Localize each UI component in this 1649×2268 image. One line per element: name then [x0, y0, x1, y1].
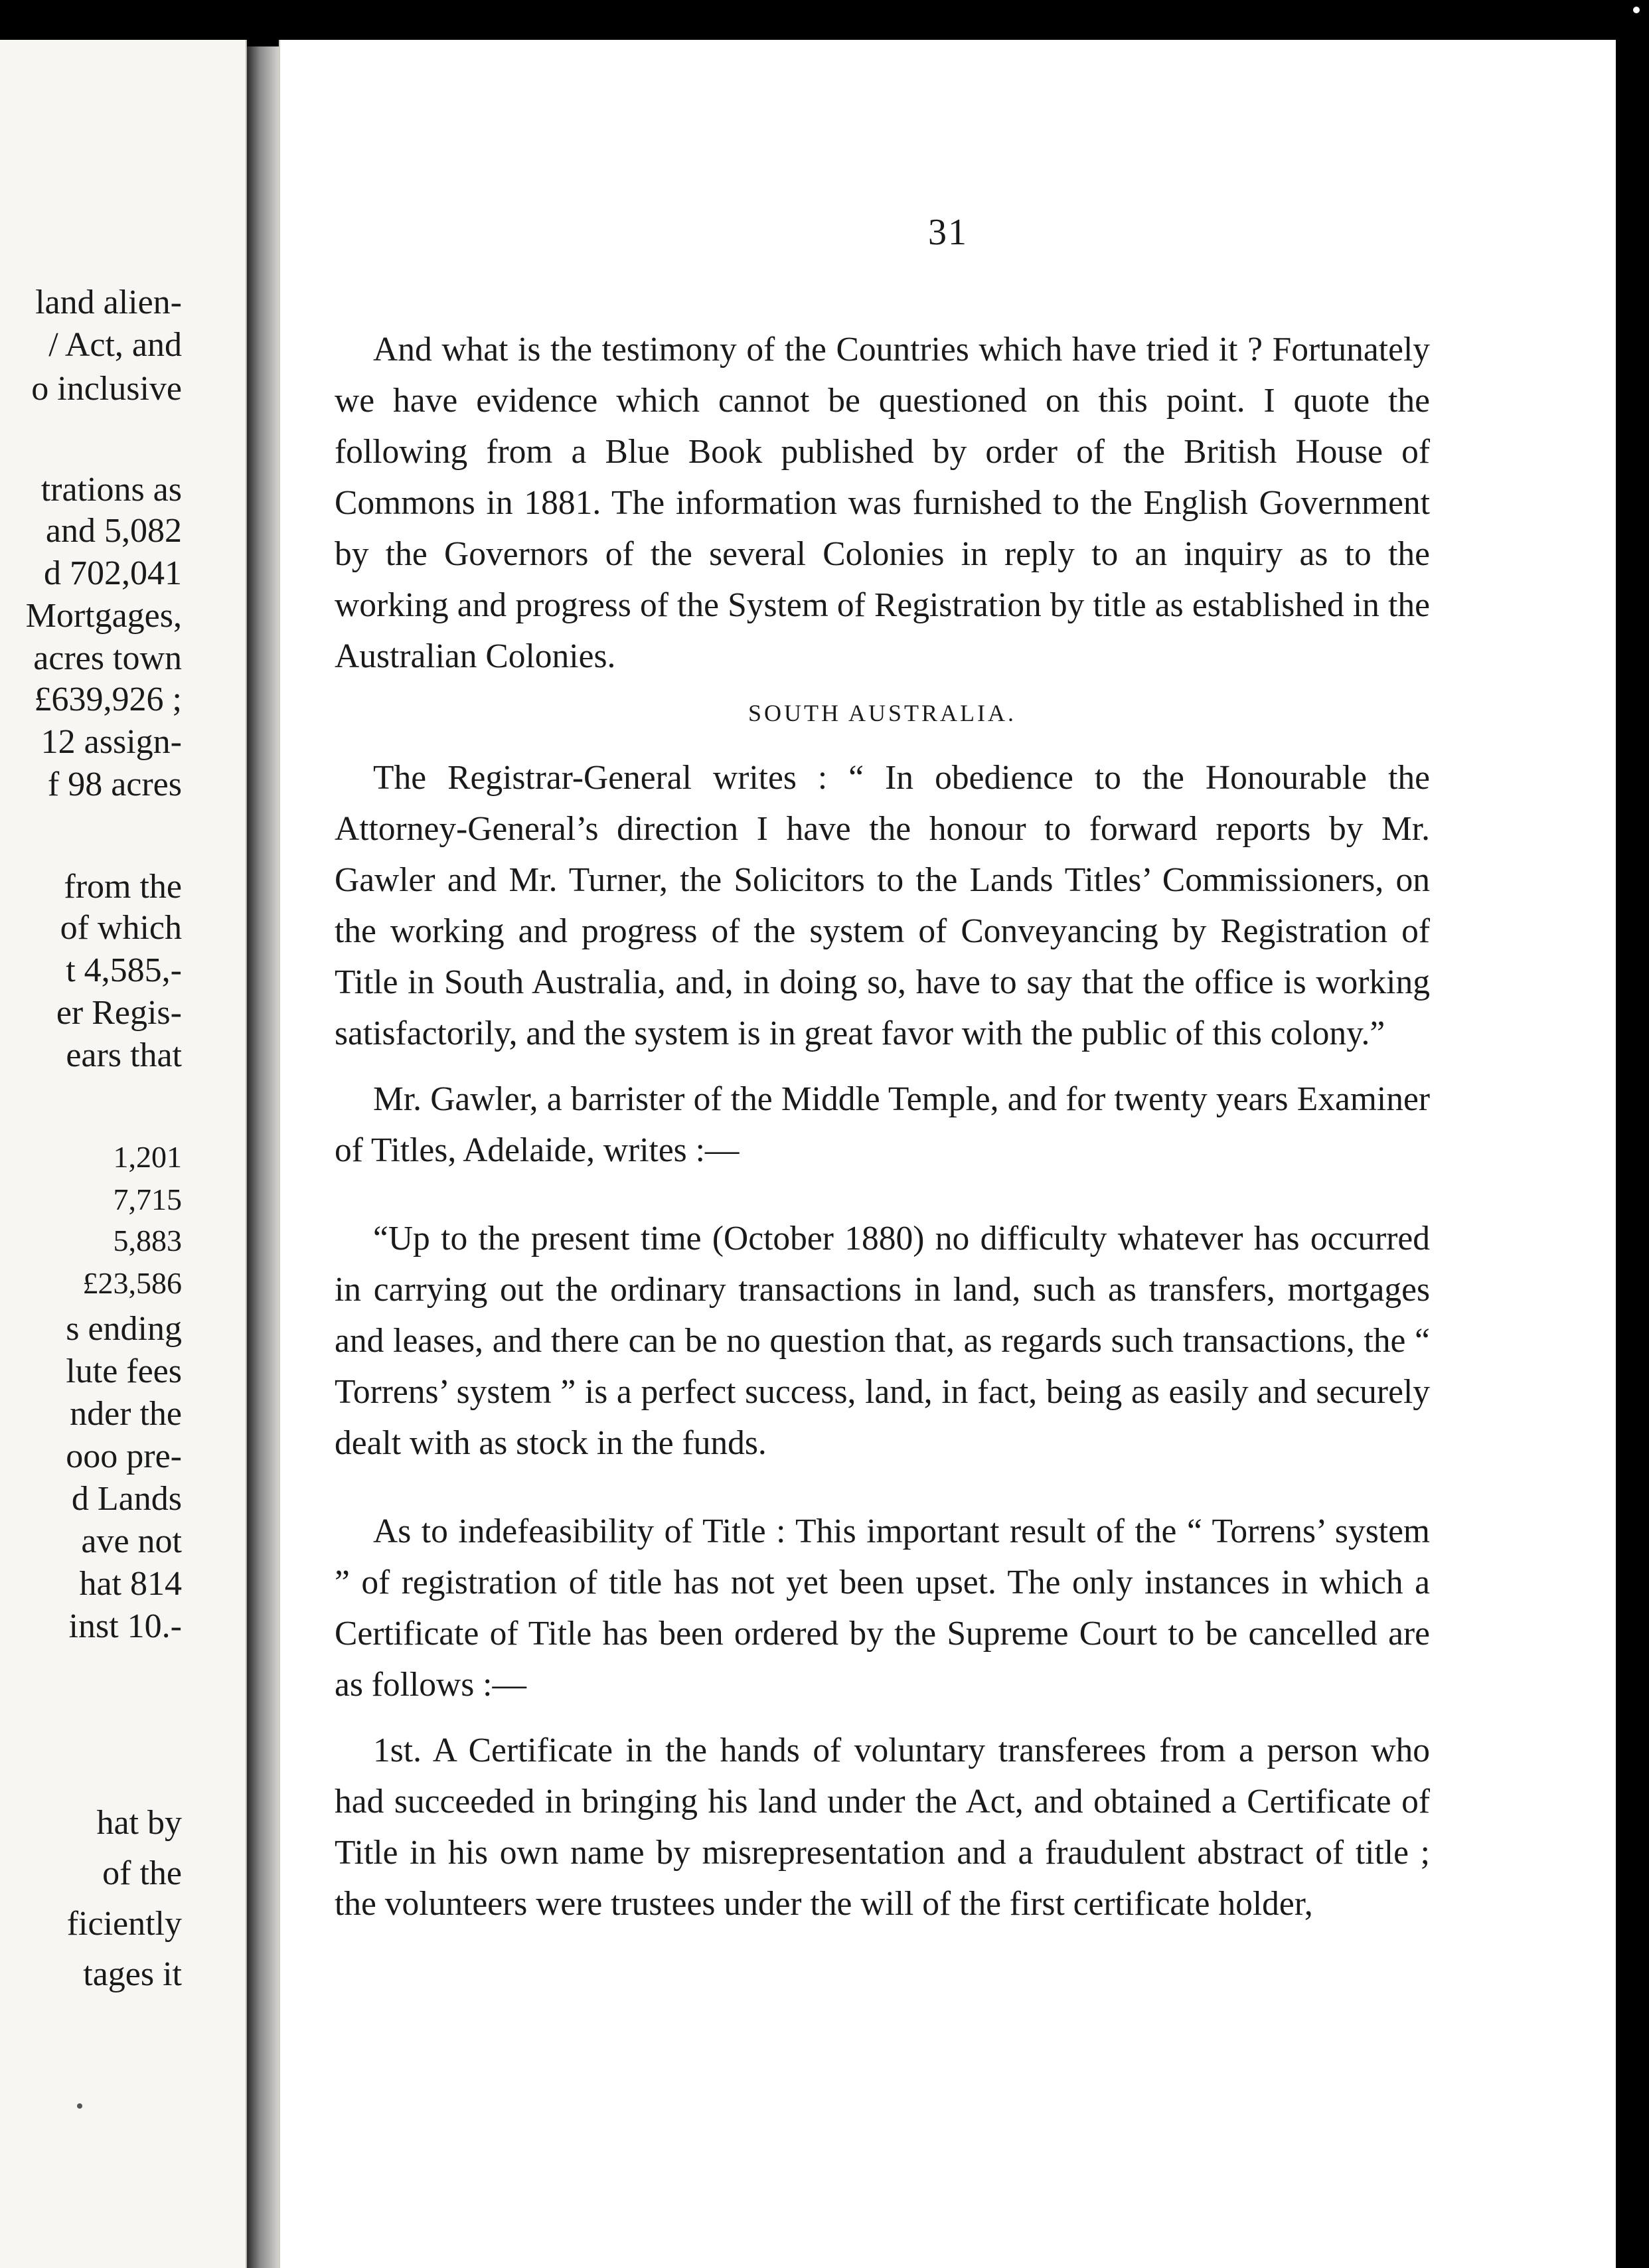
left-page-line: of the — [102, 1854, 182, 1892]
paragraph-gawler: Mr. Gawler, a barrister of the Middle Temple, and for twenty years Examiner of Titles, Adelaide, writes :— — [335, 1080, 1430, 1169]
paragraph-quote: “Up to the present time (October 1880) no difficulty whatever has occurred in carrying out the ordinary transactions in land, such as transfers, mortgages and leases, and there can be no question that, as regards such transactions, the “ Torrens’ system ” is a perfect success, land, in fact, being as easily and securely dealt with as stock in the funds. — [335, 1220, 1430, 1462]
left-page-line: d 702,041 — [44, 554, 182, 592]
scan-mark — [1633, 7, 1640, 13]
left-page-line: d Lands — [71, 1480, 182, 1518]
paragraph-indefeasibility: As to indefeasibility of Title : This important result of the “ Torrens’ system ” of registration of title has not yet been upset. The only instances in which a Certificate of Title has been ordered by the Supreme Court to be cancelled are as follows :— — [335, 1512, 1430, 1704]
left-page-line: 5,883 — [113, 1224, 182, 1257]
ink-dot — [77, 2103, 82, 2109]
left-page-line: and 5,082 — [45, 512, 182, 550]
left-page-line: trations as — [40, 471, 182, 509]
left-page-line: / Act, and — [48, 326, 182, 364]
left-page-line: o inclusive — [31, 370, 182, 408]
left-page-line: land alien- — [35, 284, 182, 321]
left-page-line: hat 814 — [79, 1565, 182, 1603]
left-page-line: t 4,585,- — [66, 951, 182, 989]
left-page-line: 7,715 — [113, 1182, 182, 1216]
left-page-line: £639,926 ; — [34, 681, 182, 718]
left-page-line: inst 10.- — [68, 1607, 182, 1645]
left-page-line: ears that — [66, 1036, 182, 1074]
page-body — [335, 324, 1430, 1929]
left-page-line: ave not — [81, 1522, 182, 1560]
left-page-line: acres town — [33, 639, 182, 677]
left-page-line: ficiently — [66, 1905, 182, 1943]
page-number: 31 — [928, 212, 968, 253]
left-page-line: tages it — [83, 1955, 182, 1993]
left-page-line: 12 assign- — [40, 723, 182, 761]
left-page-line: 1,201 — [113, 1140, 182, 1174]
paragraph-intro: And what is the testimony of the Countries which have tried it ? Fortunately we have evidence which cannot be questioned on this point. I quote the following from a Blue Book published by order of the British House of Commons in 1881. The information was furnished to the English Government by the Governors of the several Colonies in reply to an inquiry as to the working and progress of the System of Registration by title as established in the Australian Colonies. — [335, 331, 1430, 675]
paragraph-first-instance: 1st. A Certificate in the hands of voluntary transferees from a person who had succeeded in bringing his land under the Act, and obtained a Certificate of Title in his own name by misrepresentation and a fraudulent abstract of title ; the volunteers were trustees under the will of the first certificate holder, — [335, 1732, 1430, 1923]
left-page-line: lute fees — [66, 1352, 182, 1390]
book-gutter — [247, 46, 280, 2268]
left-page-line: Mortgages, — [25, 597, 182, 635]
left-page-line: £23,586 — [82, 1266, 182, 1300]
section-heading: SOUTH AUSTRALIA. — [747, 700, 1016, 726]
paragraph-registrar: The Registrar-General writes : “ In obedience to the Honourable the Attorney-General’s direction I have the honour to forward reports by Mr. Gawler and Mr. Turner, the Solicitors to the Lands Titles’ Commissioners, on the working and progress of the system of Conveyancing by Registration of Title in South Australia, and, in doing so, have to say that the office is working satisfactorily, and the system is in great favor with the public of this colony.” — [335, 759, 1430, 1052]
previous-page — [0, 40, 247, 2268]
left-page-line: er Regis- — [56, 994, 182, 1032]
current-page — [279, 40, 1616, 2268]
left-page-line: hat by — [96, 1804, 182, 1842]
left-page-line: ooo pre- — [66, 1437, 182, 1475]
left-page-line: s ending — [66, 1310, 182, 1348]
left-page-line: from the — [64, 868, 182, 906]
left-page-line: nder the — [70, 1395, 182, 1433]
left-page-line: f 98 acres — [47, 766, 182, 803]
left-page-line: of which — [60, 909, 182, 947]
